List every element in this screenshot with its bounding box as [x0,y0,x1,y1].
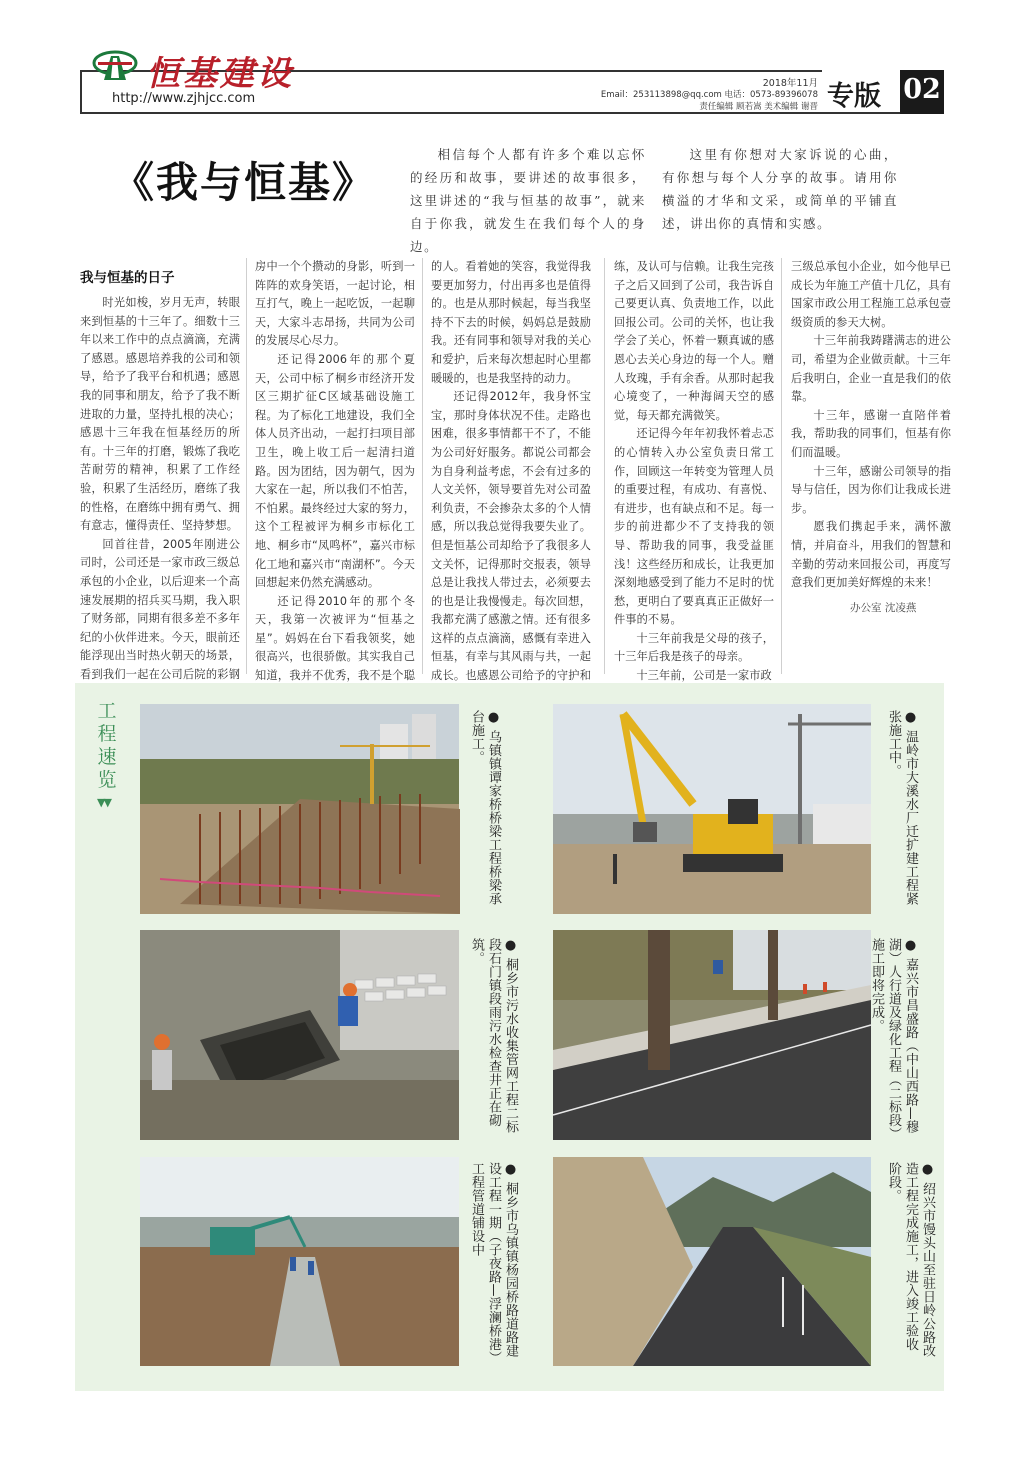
article-paragraph: 还记得2010年的那个冬天，我第一次被评为“恒基之星”。妈妈在台下看我领奖，她很高兴，也很骄傲。其实我自己知道，我并不优秀，我不是个聪 [255,594,415,683]
article-column-2 [255,258,415,683]
article-signature: 办公室 沈凌燕 [850,602,917,614]
article-paragraph: 十三年，感谢一直陪伴着我，帮助我的同事们，恒基有你们而温暖。 [791,408,951,459]
intro-paragraph-left: 相信每个人都有许多个难以忘怀的经历和故事，要讲述的故事很多，这里讲述的“我与恒基的故事”，就来自于你我，就发生在我们每个人的身边。 [410,147,646,254]
editor-credits: 责任编辑 顾若嵩 美术编辑 谢晋 [699,102,818,112]
article-paragraph: 还记得2006年的那个夏天，公司中标了桐乡市经济开发区三期扩征C区域基础设施工程。为了标化工地建设，我们全体人员齐出动，一起打扫项目部卫生，晚上收工后一起清扫道路。因为团结，因为朝气，因为大家在一起，所以我们不怕苦，不怕累。最终经过大家的努力，这个工程被评为桐乡市标化工地、桐乡市“凤鸣杯”，嘉兴市标化工地和嘉兴市“南湖杯”。今天回想起来仍然充满感动。 [255,352,415,590]
photo-caption: ● 桐乡市污水收集管网工程二标段石门镇段雨污水检查井正在砌筑。 [469,938,518,1134]
article-paragraph: 十三年前我踌躇满志的进公司，希望为企业做贡献。十三年后我明白，企业一直是我们的依靠。 [791,334,951,404]
section-label: 专版 [827,81,881,112]
article-paragraph: 十三年前我是父母的孩子，十三年后我是孩子的母亲。 [614,631,774,664]
article-column-1 [80,294,240,681]
issue-date: 2018年11月 [762,78,818,89]
progress-heading: 工程速览 [97,700,117,791]
article-column-4 [614,258,774,683]
column-divider [604,258,605,674]
photo-caption: ● 桐乡市乌镇镇杨园桥路道路建设工程一期（子夜路—浮澜桥港）工程管道铺设中 [469,1162,518,1358]
article-paragraph: 房中一个个攒动的身影，听到一阵阵的欢身笑语，一起讨论，相互打气，晚上一起吃饭，一起聊天，大家斗志昂扬，共同为公司的发展尽心尽力。 [255,260,415,348]
photo-manhole-masonry [140,930,459,1140]
column-divider [422,258,423,674]
feature-title: 《我与恒基》 [112,158,377,207]
article-column-3 [431,258,591,683]
photo-caption: ● 温岭市大溪水厂迁扩建工程紧张施工中。 [886,710,918,906]
intro-paragraph-right: 这里有你想对大家诉说的心曲，有你想与每个人分享的故事。请用你横溢的才华和文采，或简单的平铺直述，讲出你的真情和实感。 [662,147,898,231]
photo-caption: ● 绍兴市馒头山至驻日岭公路改造工程完成施工，进入竣工验收阶段。 [886,1162,935,1358]
article-paragraph: 回首往昔，2005年刚进公司时，公司还是一家市政三级总承包的小企业，以后迎来一个高速发展期的招兵买马期，我入职了财务部，同期有很多差不多年纪的小伙伴进来。今天，眼前还能浮现出当时热火朝天的场景，看到我们一起在公司后院的彩钢 [80,537,240,681]
column-divider [781,258,782,674]
article-paragraph: 还记得今年年初我怀着忐忑的心情转入办公室负责日常工作，回顾这一年转变为管理人员的重要过程，有成功、有喜悦、有进步，也有缺点和不足。每一步的前进都少不了支持我的领导、帮助我的同事，我受益匪浅！这些经历和成长，让我更加深刻地感受到了能力不足时的忧愁，更明白了要真真正正做好一件事的不易。 [614,427,774,627]
hengji-logo-icon [92,48,138,84]
article-paragraph: 的人。看着她的笑容，我觉得我要更加努力，付出再多也是值得的。也是从那时候起，每当我坚持不下去的时候，妈妈总是鼓励我。还有同事和领导对我的关心和爱护，后来每次想起时心里都暖暖的，也是我坚持的动力。 [431,260,591,385]
header-rule-left [80,70,82,114]
photo-water-plant-excavator [553,704,871,914]
article-paragraph: 练，及认可与信赖。让我生完孩子之后又回到了公司，我告诉自己要更认真、负责地工作，以此回报公司。公司的关怀，也让我学会了关心，怀着一颗真诚的感恩心去关心身边的每一个人。赠人玫瑰，手有余香。从那时起我心境变了，一种海阔天空的感觉，每天都充满微笑。 [614,260,774,422]
contact-info: Email：253113898@qq.com 电话：0573-89396078 [600,90,818,100]
masthead-title: 恒基建设 [146,54,294,94]
down-arrow-icon: ▼▼ [97,796,110,809]
article-heading: 我与恒基的日子 [80,270,175,286]
photo-pipe-trench [140,1157,459,1366]
photo-caption: ● 嘉兴市昌盛路（中山西路—穆湖）人行道及绿化工程（二标段）施工即将完成。 [869,938,918,1134]
article-column-5 [791,258,951,630]
article-paragraph: 时光如梭，岁月无声，转眼来到恒基的十三年了。细数十三年以来工作中的点点滴滴，充满了感恩。感恩培养我的公司和领导，给予了我平台和机遇；感恩我的同事和朋友，给予了我不断进取的力量，坚持扎根的决心；感恩十三年我在恒基经历的所有。十三年的打磨，锻炼了我吃苦耐劳的精神，积累了工作经验，积累了生活经历，磨练了我的性格，在磨练中拥有勇气、拥有意志，懂得责任、坚持梦想。 [80,296,240,533]
column-divider [246,258,247,674]
page-number: 02 [903,74,941,105]
header-rule-bottom [80,112,944,114]
photo-caption: ● 乌镇镇谭家桥桥梁工程桥梁承台施工。 [469,710,501,906]
article-paragraph: 十三年，感谢公司领导的指导与信任，因为你们让我成长进步。 [791,464,951,515]
article-paragraph: 十三年前，公司是一家市政 [636,669,772,683]
article-paragraph: 三级总承包小企业，如今他早已成长为年施工产值十几亿，具有国家市政公用工程施工总承包壹级资质的参天大树。 [791,260,951,329]
photo-bridge-rebar [140,704,459,914]
photo-sidewalk-greening [553,930,871,1140]
photo-mountain-road [553,1157,871,1366]
article-paragraph: 还记得2012年，我身怀宝宝，那时身体状况不佳。走路也困难，很多事情都干不了，不能为公司好好服务。都说公司都会为自身利益考虑，不会有过多的人文关怀，领导要首先对公司盈利负责，不会掺杂太多的个人情感，所以我总觉得我要失业了。但是恒基公司却给予了我很多人文关怀，记得那时交报表，领导总是让我找人带过去，必须要去的也是让我慢慢走。每次回想，我都充满了感激之情。还有很多这样的点点滴滴，感慨有幸进入恒基，有幸与其风雨与共，一起成长。也感恩公司给予的守护和 [431,390,591,683]
article-paragraph: 愿我们携起手来，满怀激情，并肩奋斗，用我们的智慧和辛勤的劳动来回报公司，再度写意我们更加美好辉煌的未来！ [791,520,951,590]
website-url[interactable]: http://www.zjhjcc.com [112,91,256,106]
